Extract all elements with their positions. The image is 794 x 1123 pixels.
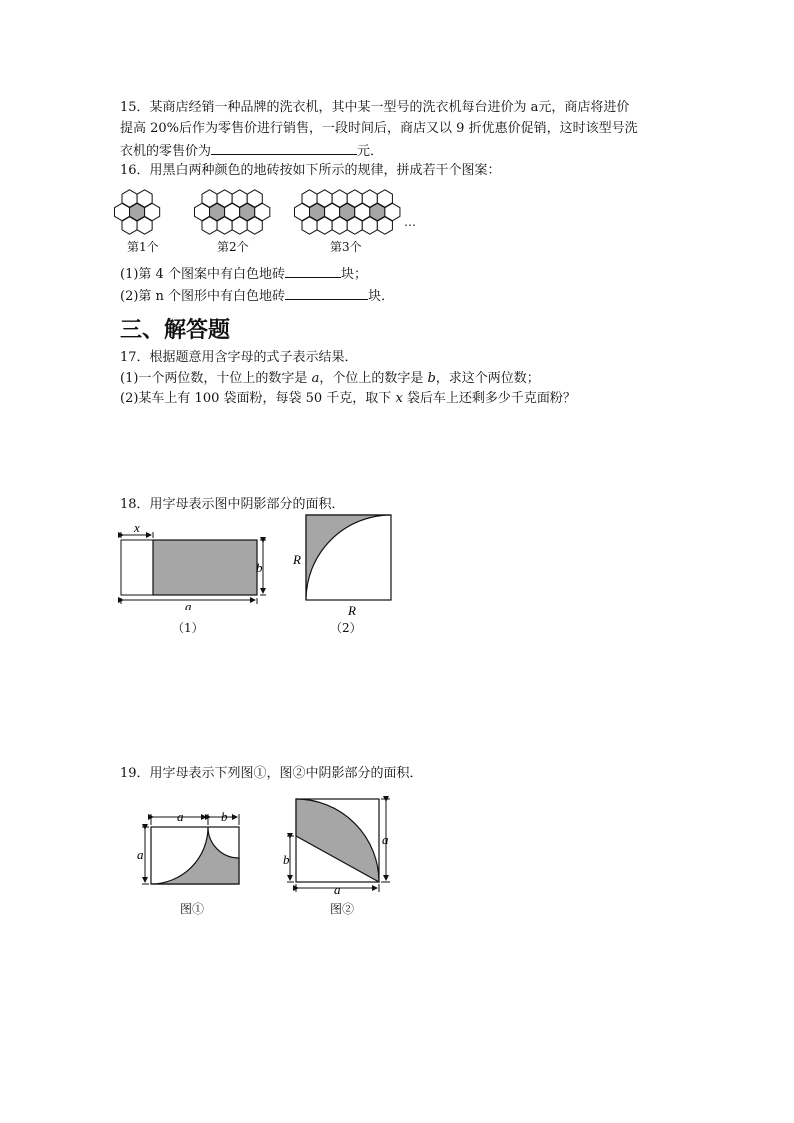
white-hex-tile: [247, 190, 262, 207]
pattern-1-caption: 第1个: [127, 240, 159, 254]
pattern-3-caption: 第3个: [330, 240, 362, 254]
white-hex-tile: [247, 217, 262, 234]
white-hex-tile: [202, 217, 217, 234]
label-a-left: a: [137, 847, 144, 862]
label-b-left: b: [283, 852, 290, 867]
white-hex-tile: [362, 190, 377, 207]
q18-stem: 18．用字母表示图中阴影部分的面积．: [120, 497, 345, 512]
white-hex-tile: [122, 190, 137, 207]
hex-pattern-group: [114, 190, 399, 234]
q17-sub-1-text-c: ，求这个两位数；: [435, 371, 540, 386]
white-hex-tile: [232, 190, 247, 207]
white-hex-tile: [122, 217, 137, 234]
white-hex-tile: [332, 217, 347, 234]
q19-caption-1: 图①: [180, 902, 205, 916]
q17-sub-1-text-a: (1)一个两位数，十位上的数字是: [120, 371, 312, 386]
q18-figure-1: [115, 520, 275, 610]
white-hex-tile: [217, 217, 232, 234]
label-b: b: [256, 560, 263, 575]
q16-sub-1: [120, 264, 367, 284]
q16-sub-2-blank[interactable]: [285, 286, 368, 300]
label-r-left: R: [293, 552, 301, 567]
q17-sub-1-text-b: ，个位上的数字是: [319, 371, 428, 386]
q19-caption-2: 图②: [330, 902, 355, 916]
pattern-2-caption: 第2个: [217, 240, 249, 254]
section-heading: 三、解答题: [120, 318, 231, 343]
q15-line-3-text: 衣机的零售价为: [120, 144, 212, 159]
q17-sub-1: [120, 370, 540, 388]
label-a: a: [185, 599, 192, 610]
q17-var-x: x: [395, 391, 403, 406]
white-hex-tile: [347, 190, 362, 207]
q16-sub-2-text: (2)第 n 个图形中有白色地砖: [120, 289, 286, 304]
q15-line-3: [120, 141, 383, 161]
q19-figure-1: [135, 808, 250, 888]
q17-sub-2-text-b: 袋后车上还剩多少千克面粉？: [402, 391, 576, 406]
white-hex-tile: [332, 190, 347, 207]
label-a-top: a: [177, 809, 184, 824]
q19-figure-2: [282, 790, 397, 895]
white-hex-tile: [317, 217, 332, 234]
label-a-right: a: [382, 832, 389, 847]
q17-var-a: a: [311, 371, 320, 386]
white-hex-tile: [347, 217, 362, 234]
white-hex-tile: [302, 190, 317, 207]
q16-sub-1-unit: 块；: [340, 267, 367, 282]
white-hex-tile: [302, 217, 317, 234]
label-r-bottom: R: [348, 603, 356, 618]
q19-stem: 19．用字母表示下列图①，图②中阴影部分的面积．: [120, 766, 423, 781]
q18-caption-2: （2）: [330, 621, 362, 635]
q17-sub-2-text-a: (2)某车上有 100 袋面粉，每袋 50 千克，取下: [120, 391, 396, 406]
q15-line-3-unit: 元．: [357, 144, 384, 159]
q15-line-2: 提高 20%后作为零售价进行销售，一段时间后，商店又以 9 折优惠价促销，这时该型号洗: [120, 121, 638, 136]
q16-stem: 16．用黑白两种颜色的地砖按如下所示的规律，拼成若干个图案：: [120, 163, 501, 178]
white-hex-tile: [317, 190, 332, 207]
q18-caption-1: （1）: [172, 621, 204, 635]
pattern-ellipsis: …: [404, 215, 416, 229]
q16-sub-1-blank[interactable]: [285, 264, 341, 278]
white-hex-tile: [232, 217, 247, 234]
q15-line-1: 15．某商店经销一种品牌的洗衣机，其中某一型号的洗衣机每台进价为 a元，商店将进价: [120, 100, 630, 115]
q15-answer-blank[interactable]: [211, 141, 357, 155]
white-hex-tile: [362, 217, 377, 234]
q17-stem: 17．根据题意用含字母的式子表示结果．: [120, 350, 358, 365]
white-hex-tile: [137, 217, 152, 234]
white-hex-tile: [137, 190, 152, 207]
q18-figure-2: [290, 510, 400, 620]
hex-tile-patterns: [112, 188, 422, 236]
q16-sub-2: [120, 286, 394, 306]
label-a-bottom: a: [334, 882, 341, 895]
q16-sub-1-text: (1)第 4 个图案中有白色地砖: [120, 267, 285, 282]
q17-var-b: b: [427, 371, 436, 386]
shaded-rectangle: [153, 540, 257, 595]
label-b-top: b: [221, 809, 228, 824]
white-strip: [121, 540, 153, 595]
white-hex-tile: [217, 190, 232, 207]
label-x: x: [134, 520, 140, 535]
q16-sub-2-unit: 块．: [368, 289, 395, 304]
white-hex-tile: [377, 190, 392, 207]
white-hex-tile: [202, 190, 217, 207]
q17-sub-2: [120, 390, 576, 408]
white-hex-tile: [377, 217, 392, 234]
